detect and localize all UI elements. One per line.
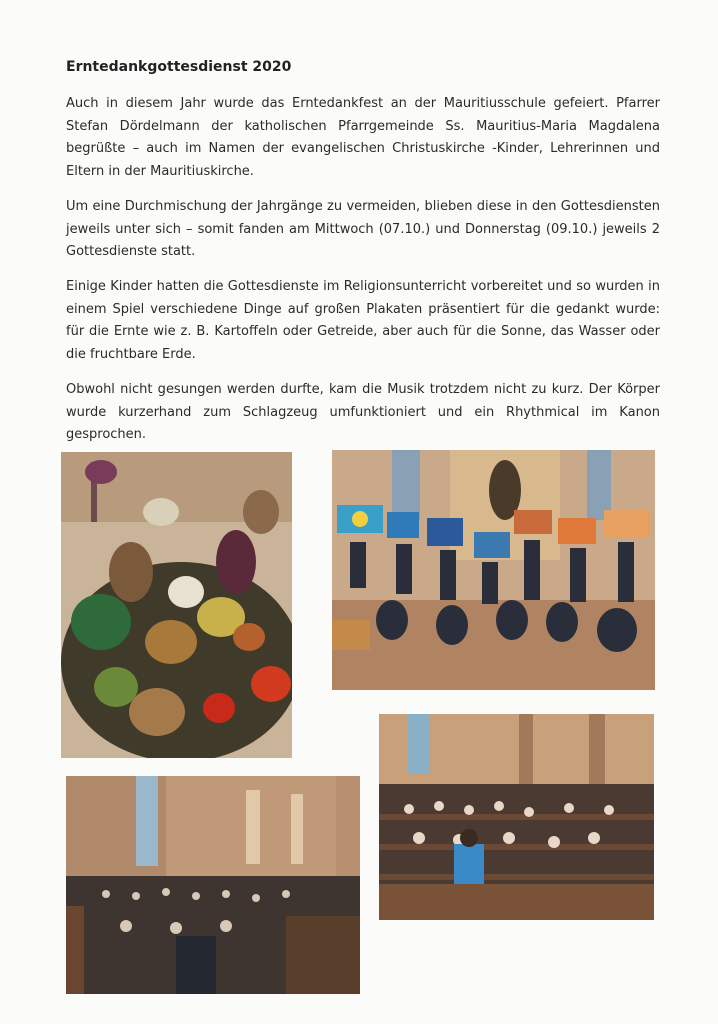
document-title: Erntedankgottesdienst 2020: [66, 59, 292, 75]
harvest-altar-photo: [61, 452, 292, 758]
paragraph-music: Obwohl nicht gesungen werden durfte, kam die Musik trotzdem nicht zu kurz. Der Körper wurde kurzerhand zum Schlagzeug umfunktioniert und ein Rhythmical im Kanon gesprochen.: [66, 382, 660, 442]
paragraph-schedule: Um eine Durchmischung der Jahrgänge zu vermeiden, blieben diese in den Gottesdiensten jeweils unter sich – somit fanden am Mittwoch (07.10.) und Donnerstag (09.10.) jeweils 2 Gottesdienste statt.: [66, 199, 660, 259]
paragraph-preparation: Einige Kinder hatten die Gottesdienste im Religionsunterricht vorbereitet und so wurden in einem Spiel verschiedene Dinge auf großen Plakaten präsentiert für die gedankt wurde: für die Ernte wie z. B. Kartoffeln oder Getreide, aber auch für die Sonne, das Wasser oder die fruchtbare Erde.: [66, 279, 660, 362]
paragraph-intro: Auch in diesem Jahr wurde das Erntedankfest an der Mauritiusschule gefeiert. Pfarrer Stefan Dördelmann der katholischen Pfarrgemeinde Ss. Mauritius-Maria Magdalena begrüßte – auch im Namen der evangelischen Christuskirche -Kinder, Lehrerinnen und Eltern in der Mauritiuskirche.: [66, 96, 660, 179]
children-posters-photo: [332, 450, 655, 690]
congregation-nave-left-photo: [66, 776, 360, 994]
congregation-pews-right-photo: [379, 714, 654, 920]
